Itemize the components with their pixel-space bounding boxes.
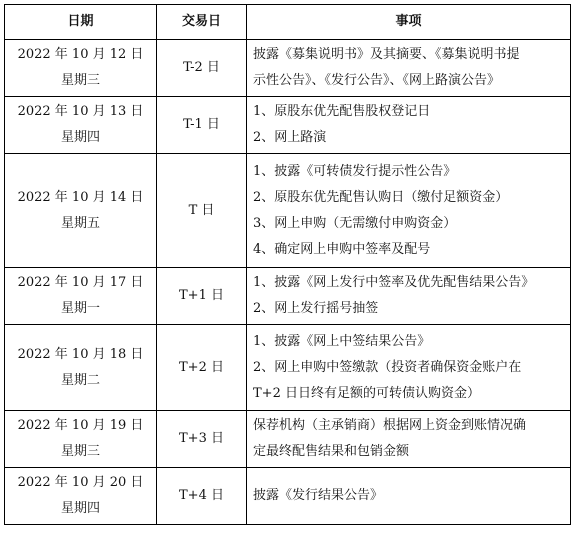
- matter-line: 4、确定网上申购中签率及配号: [253, 241, 431, 257]
- matter-line: 2、原股东优先配售认购日（缴付足额资金）: [253, 189, 509, 205]
- weekday-text: 星期一: [60, 301, 100, 316]
- date-text: 2022 年 10 月 20 日: [17, 475, 144, 490]
- issuance-schedule-table: [4, 4, 571, 525]
- date-text: 2022 年 10 月 12 日: [17, 47, 144, 62]
- table-row: [5, 40, 571, 97]
- matter-line: 1、披露《网上中签结果公告》: [253, 333, 431, 349]
- trading-day-cell: T+4 日: [157, 468, 247, 525]
- trading-day-cell: T 日: [157, 154, 247, 268]
- table-row: [5, 268, 571, 325]
- date-cell: [5, 40, 157, 97]
- matters-cell: [247, 325, 571, 411]
- weekday-text: 星期五: [60, 215, 100, 231]
- date-text: 2022 年 10 月 13 日: [17, 104, 144, 119]
- table-header-row: [5, 5, 571, 40]
- trading-day-cell: T+3 日: [157, 411, 247, 468]
- date-cell: [5, 325, 157, 411]
- matters-cell: [247, 154, 571, 268]
- date-text: 2022 年 10 月 17 日: [17, 275, 144, 290]
- matter-line: 2、网上发行摇号抽签: [253, 301, 379, 316]
- trading-day-cell: T+1 日: [157, 268, 247, 325]
- matter-line: 定最终配售结果和包销金额: [253, 444, 410, 459]
- header-trading-day: 交易日: [157, 5, 247, 40]
- matter-line: 2、网上路演: [253, 130, 327, 145]
- matters-cell: [247, 411, 571, 468]
- matter-line: 1、原股东优先配售股权登记日: [253, 104, 431, 119]
- date-cell: [5, 97, 157, 154]
- trading-day-cell: T-1 日: [157, 97, 247, 154]
- weekday-text: 星期三: [60, 444, 100, 459]
- matters-cell: [247, 40, 571, 97]
- table-row: [5, 154, 571, 268]
- date-cell: [5, 468, 157, 525]
- matter-line: 披露《募集说明书》及其摘要、《募集说明书提: [253, 47, 520, 62]
- table-row: [5, 468, 571, 525]
- matter-line: T+2 日日终有足额的可转债认购资金）: [253, 385, 480, 401]
- matters-cell: [247, 97, 571, 154]
- matter-line: 保荐机构（主承销商）根据网上资金到账情况确: [253, 418, 527, 433]
- header-date: 日期: [5, 5, 157, 40]
- date-cell: [5, 268, 157, 325]
- trading-day-cell: T+2 日: [157, 325, 247, 411]
- weekday-text: 星期二: [60, 372, 100, 388]
- date-cell: [5, 154, 157, 268]
- matter-line: 2、网上申购中签缴款（投资者确保资金账户在: [253, 359, 522, 375]
- matter-line: 1、披露《可转债发行提示性公告》: [253, 163, 457, 179]
- matters-cell: [247, 468, 571, 525]
- matter-line: 示性公告》、《发行公告》、《网上路演公告》: [253, 73, 501, 88]
- weekday-text: 星期四: [60, 501, 100, 516]
- date-text: 2022 年 10 月 14 日: [17, 189, 144, 205]
- matters-cell: [247, 268, 571, 325]
- matter-line: 披露《发行结果公告》: [253, 488, 384, 503]
- matter-line: 3、网上申购（无需缴付申购资金）: [253, 215, 457, 231]
- date-cell: [5, 411, 157, 468]
- table-row: [5, 411, 571, 468]
- table-row: [5, 325, 571, 411]
- date-text: 2022 年 10 月 19 日: [17, 418, 144, 433]
- header-matters: 事项: [247, 5, 571, 40]
- date-text: 2022 年 10 月 18 日: [17, 346, 144, 362]
- weekday-text: 星期三: [60, 73, 100, 88]
- weekday-text: 星期四: [60, 130, 100, 145]
- table-row: [5, 97, 571, 154]
- matter-line: 1、披露《网上发行中签率及优先配售结果公告》: [253, 275, 535, 290]
- trading-day-cell: T-2 日: [157, 40, 247, 97]
